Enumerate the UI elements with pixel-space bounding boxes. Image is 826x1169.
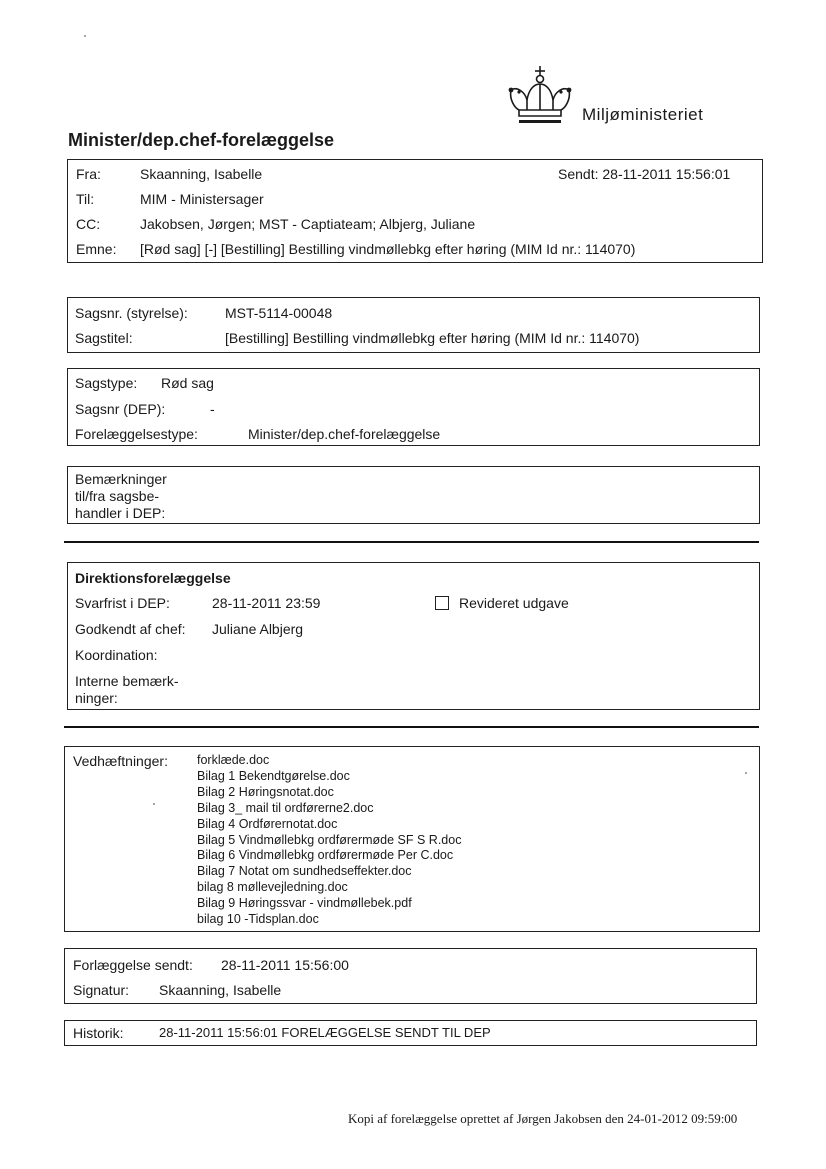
case-type-label: Sagstype: (75, 375, 138, 391)
footer-note: Kopi af forelæggelse oprettet af Jørgen Jakobsen den 24-01-2012 09:59:00 (348, 1111, 738, 1126)
crown-logo (505, 64, 575, 126)
attachment-item[interactable]: forklæde.doc (197, 753, 270, 767)
signature-label: Signatur: (73, 982, 130, 998)
sent-timestamp: Sendt: 28-11-2011 15:56:01 (558, 166, 731, 182)
scan-speck (84, 35, 86, 37)
submission-type-value: Minister/dep.chef-forelæggelse (248, 426, 441, 442)
directorate-heading: Direktionsforelæggelse (75, 570, 231, 586)
scan-speck (153, 803, 155, 805)
attachment-item[interactable]: Bilag 3_ mail til ordførerne2.doc (197, 800, 374, 815)
divider (64, 541, 759, 543)
coordination-label: Koordination: (75, 647, 158, 663)
internal-remarks-label-line2: ninger: (75, 690, 118, 706)
cc-label: CC: (76, 216, 101, 232)
attachments-label: Vedhæftninger: (73, 753, 168, 769)
history-box (64, 1020, 757, 1046)
case-number-label: Sagsnr. (styrelse): (75, 305, 188, 321)
case-type-box (67, 368, 760, 446)
attachment-item[interactable]: Bilag 6 Vindmøllebkg ordførermøde Per C.doc (197, 848, 454, 863)
attachment-item[interactable]: bilag 10 -Tidsplan.doc (197, 912, 319, 926)
sent-label: Forlæggelse sendt: (73, 957, 193, 973)
cc-value: Jakobsen, Jørgen; MST - Captiateam; Albjerg, Juliane (140, 216, 476, 232)
remarks-label-line3: handler i DEP: (75, 505, 166, 521)
dep-number-label: Sagsnr (DEP): (75, 401, 166, 417)
attachment-item[interactable]: Bilag 9 Høringssvar - vindmøllebek.pdf (197, 896, 412, 911)
history-label: Historik: (73, 1025, 124, 1041)
remarks-label-line2: til/fra sagsbe- (75, 488, 160, 504)
approved-value: Juliane Albjerg (212, 621, 304, 637)
to-label: Til: (76, 191, 95, 207)
to-value: MIM - Ministersager (140, 191, 264, 207)
subject-label: Emne: (76, 241, 117, 257)
page-title: Minister/dep.chef-forelæggelse (68, 130, 335, 150)
remarks-label-line1: Bemærkninger (75, 471, 167, 487)
from-label: Fra: (76, 166, 101, 182)
attachment-item[interactable]: Bilag 4 Ordførernotat.doc (197, 816, 338, 831)
directorate-box (67, 562, 760, 710)
message-box (67, 159, 763, 263)
scan-speck (745, 772, 747, 774)
approved-label: Godkendt af chef: (75, 621, 186, 637)
sent-info-box (64, 948, 757, 1004)
case-type-value: Rød sag (161, 375, 214, 391)
dep-number-value: - (210, 401, 215, 417)
attachment-item[interactable]: bilag 8 møllevejledning.doc (197, 880, 348, 895)
history-entry: 28-11-2011 15:56:01 FORELÆGGELSE SENDT TIL DEP (159, 1025, 491, 1040)
case-box (67, 297, 760, 353)
case-title-value: [Bestilling] Bestilling vindmøllebkg efter høring (MIM Id nr.: 114070) (225, 330, 640, 346)
deadline-label: Svarfrist i DEP: (75, 595, 170, 611)
remarks-box (67, 466, 760, 524)
case-number-value: MST-5114-00048 (225, 305, 333, 321)
attachment-item[interactable]: Bilag 2 Høringsnotat.doc (197, 784, 334, 799)
case-title-label: Sagstitel: (75, 330, 133, 346)
signature-value: Skaanning, Isabelle (159, 982, 282, 998)
attachment-item[interactable]: Bilag 7 Notat om sundhedseffekter.doc (197, 864, 412, 879)
subject-value: [Rød sag] [-] [Bestilling] Bestilling vindmøllebkg efter høring (MIM Id nr.: 114070) (140, 241, 636, 257)
sent-value: 28-11-2011 15:56:00 (221, 957, 349, 973)
attachment-item[interactable]: Bilag 5 Vindmøllebkg ordførermøde SF S R.doc (197, 832, 462, 847)
internal-remarks-label-line1: Interne bemærk- (75, 673, 179, 689)
attachment-item[interactable]: Bilag 1 Bekendtgørelse.doc (197, 768, 350, 783)
from-value: Skaanning, Isabelle (140, 166, 263, 182)
submission-type-label: Forelæggelsestype: (75, 426, 198, 442)
divider (64, 726, 759, 728)
revised-label: Revideret udgave (459, 595, 569, 611)
deadline-value: 28-11-2011 23:59 (212, 595, 321, 611)
ministry-name: Miljøministeriet (582, 105, 704, 124)
revised-checkbox[interactable] (435, 596, 449, 610)
